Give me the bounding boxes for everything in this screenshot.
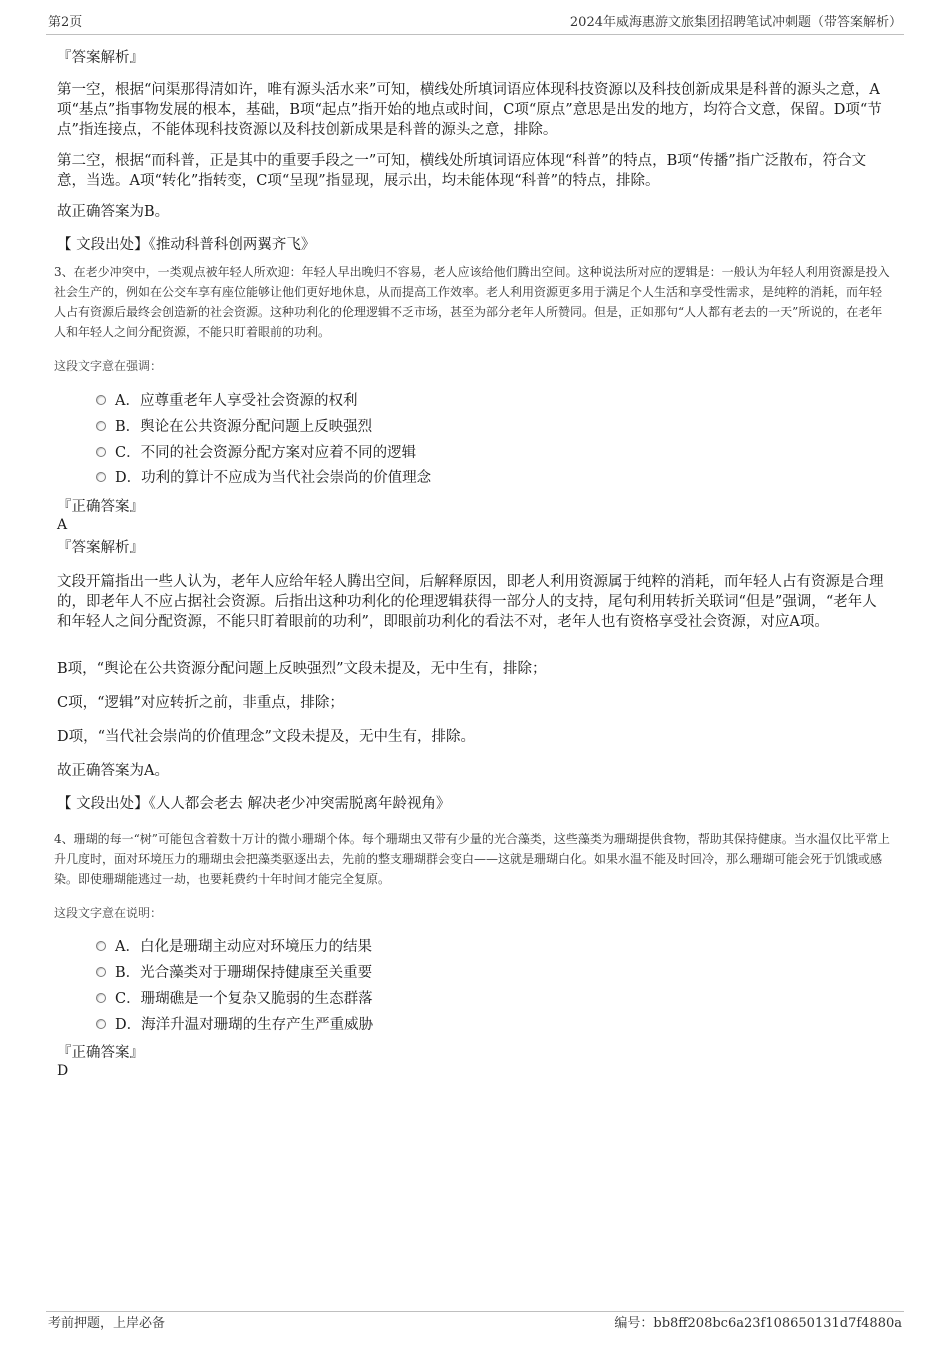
radio-button-icon[interactable] bbox=[96, 395, 106, 405]
document-title: 2024年威海惠游文旅集团招聘笔试冲刺题（带答案解析） bbox=[569, 15, 902, 30]
q2-source: 【 文段出处】《推动科普科创两翼齐飞》 bbox=[57, 237, 316, 253]
q3-prompt: 这段文字意在强调： bbox=[54, 359, 163, 373]
page-footer bbox=[46, 1311, 904, 1336]
q3-analysis-para1: 文段开篇指出一些人认为，老年人应给年轻人腾出空间，后解释原因，即老人利用资源属于纯粹的消耗，而年轻人占有资源是合理的，即老年人不应占据社会资源。后指出这种功利化的伦理逻辑获得一部分人的支持，尾句利用转折关联词“但是”强调，“老年人和年轻人之间分配资源，不能只盯着眼前的功利”，即眼前功利化的看法不对，老年人也有资格享受社会资源，对应A项。 bbox=[57, 574, 884, 630]
page-number: 第2页 bbox=[48, 15, 83, 30]
q3-option-c[interactable] bbox=[96, 442, 416, 464]
q3-answer: A bbox=[57, 517, 68, 533]
radio-button-icon[interactable] bbox=[96, 967, 106, 977]
option-label: A．白化是珊瑚主动应对环境压力的结果 bbox=[115, 939, 372, 955]
q3-option-a[interactable] bbox=[96, 390, 357, 412]
option-label: C．不同的社会资源分配方案对应着不同的逻辑 bbox=[115, 445, 417, 461]
q4-option-b[interactable] bbox=[96, 962, 372, 984]
q3-analysis-label: 『答案解析』 bbox=[57, 540, 144, 556]
q4-prompt: 这段文字意在说明： bbox=[54, 906, 163, 920]
q4-question: 4、珊瑚的每一“树”可能包含着数十万计的微小珊瑚个体。每个珊瑚虫又带有少量的光合藻类，这些藻类为珊瑚提供食物，帮助其保持健康。当水温仅比平常上升几度时，面对环境压力的珊瑚虫会把藻类驱逐出去，先前的整支珊瑚群会变白——这就是珊瑚白化。如果水温不能及时回冷，那么珊瑚可能会死于饥饿或感染。即使珊瑚能逃过一劫，也要耗费约十年时间才能完全复原。 bbox=[54, 832, 890, 886]
q4-answer: D bbox=[57, 1063, 69, 1079]
q4-answer-label: 『正确答案』 bbox=[57, 1045, 144, 1061]
radio-button-icon[interactable] bbox=[96, 447, 106, 457]
radio-button-icon[interactable] bbox=[96, 472, 106, 482]
footer-slogan: 考前押题，上岸必备 bbox=[48, 1316, 166, 1331]
q4-option-c[interactable] bbox=[96, 988, 373, 1010]
q4-option-a[interactable] bbox=[96, 936, 372, 958]
q3-conclusion: 故正确答案为A。 bbox=[57, 763, 169, 779]
q3-analysis-para4: D项，“当代社会崇尚的价值理念”文段未提及，无中生有，排除。 bbox=[57, 729, 475, 745]
q2-conclusion: 故正确答案为B。 bbox=[57, 204, 170, 220]
q2-analysis-label: 『答案解析』 bbox=[57, 50, 144, 66]
radio-button-icon[interactable] bbox=[96, 421, 106, 431]
q3-question: 3、在老少冲突中，一类观点被年轻人所欢迎：年轻人早出晚归不容易，老人应该给他们腾出空间。这种说法所对应的逻辑是：一般认为年轻人利用资源是投入社会生产的，例如在公交车享有座位能够让他们更好地休息，从而提高工作效率。老人利用资源更多用于满足个人生活和享受性需求，是纯粹的消耗，而年轻人占有资源后最终会创造新的社会资源。这种功利化的伦理逻辑不乏市场，甚至为部分老年人所赞同。但是，正如那句“人人都有老去的一天”所说的，在老年人和年轻人之间分配资源，不能只盯着眼前的功利。 bbox=[54, 265, 890, 339]
q2-analysis-para1: 第一空，根据“问渠那得清如许，唯有源头活水来”可知，横线处所填词语应体现科技资源以及科技创新成果是科普的源头之意，A项“基点”指事物发展的根本，基础，B项“起点”指开始的地点或时间，C项“原点”意思是出发的地方，均符合文意，保留。D项“节点”指连接点，不能体现科技资源以及科技创新成果是科普的源头之意，排除。 bbox=[57, 82, 882, 138]
page-header bbox=[46, 12, 904, 35]
radio-button-icon[interactable] bbox=[96, 1019, 106, 1029]
q4-option-d[interactable] bbox=[96, 1014, 373, 1036]
q2-analysis-para2: 第二空，根据“而科普，正是其中的重要手段之一”可知，横线处所填词语应体现“科普”的特点，B项“传播”指广泛散布，符合文意，当选。A项“转化”指转变，C项“呈现”指显现，展示出，均未能体现“科普”的特点，排除。 bbox=[57, 153, 867, 189]
radio-button-icon[interactable] bbox=[96, 941, 106, 951]
option-label: A．应尊重老年人享受社会资源的权利 bbox=[115, 393, 358, 409]
option-label: D．功利的算计不应成为当代社会崇尚的价值理念 bbox=[115, 470, 432, 486]
radio-button-icon[interactable] bbox=[96, 993, 106, 1003]
document-id: 编号：bb8ff208bc6a23f108650131d7f4880a bbox=[614, 1316, 902, 1331]
q3-source: 【 文段出处】《人人都会老去 解决老少冲突需脱离年龄视角》 bbox=[57, 796, 451, 812]
option-label: B．光合藻类对于珊瑚保持健康至关重要 bbox=[115, 965, 373, 981]
q3-answer-label: 『正确答案』 bbox=[57, 499, 144, 515]
q3-option-d[interactable] bbox=[96, 467, 431, 489]
option-label: B．舆论在公共资源分配问题上反映强烈 bbox=[115, 419, 373, 435]
q3-analysis-para3: C项，“逻辑”对应转折之前，非重点，排除； bbox=[57, 695, 344, 711]
option-label: D．海洋升温对珊瑚的生存产生严重威胁 bbox=[115, 1017, 374, 1033]
q3-option-b[interactable] bbox=[96, 416, 372, 438]
q3-analysis-para2: B项，“舆论在公共资源分配问题上反映强烈”文段未提及，无中生有，排除； bbox=[57, 661, 547, 677]
option-label: C．珊瑚礁是一个复杂又脆弱的生态群落 bbox=[115, 991, 373, 1007]
